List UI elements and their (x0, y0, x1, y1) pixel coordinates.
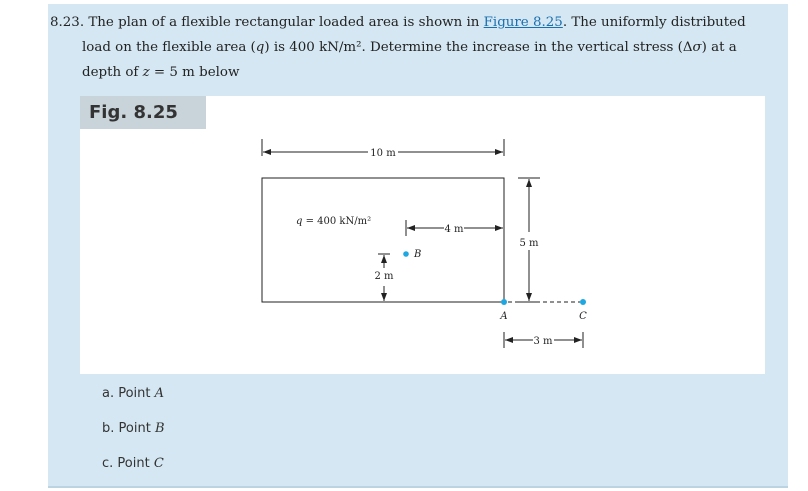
dimension-3m (504, 332, 583, 348)
dimension-5m (518, 178, 540, 302)
point-b-marker (403, 251, 409, 257)
dimension-10m-label: 10 m (370, 148, 396, 159)
dimension-4m-label: 4 m (444, 224, 464, 235)
problem-line-2 (50, 35, 780, 60)
problem-text: ) at a (701, 40, 737, 55)
problem-text: . The uniformly distributed (562, 15, 746, 30)
dimension-4m (406, 220, 503, 236)
z-symbol: z (142, 65, 150, 80)
problem-text: depth of (82, 65, 143, 80)
dimension-10m (262, 139, 504, 159)
option-prefix: a. Point (102, 386, 155, 401)
figure-title: Fig. 8.25 (89, 102, 178, 123)
figure-title-badge (80, 96, 206, 129)
load-label: q = 400 kN/m² (296, 216, 372, 227)
point-a-marker (501, 299, 507, 305)
problem-text: = 5 m below (149, 65, 240, 80)
problem-line-3 (50, 60, 780, 85)
option-point-b[interactable] (102, 421, 165, 436)
problem-text: ) is 400 kN/m². Determine the increase in the vertical stress (Δ (264, 40, 693, 55)
problem-line-1 (50, 10, 780, 35)
dimension-3m-label: 3 m (533, 336, 553, 347)
option-prefix: b. Point (102, 421, 155, 436)
q-symbol: q (255, 40, 265, 55)
point-c-label: C (579, 311, 587, 322)
option-point: B (154, 421, 165, 436)
dimension-2m (374, 254, 394, 301)
figure-diagram (80, 96, 765, 374)
dimension-2m-label: 2 m (374, 271, 394, 282)
point-c-marker (580, 299, 586, 305)
sigma-symbol: σ (692, 40, 702, 55)
loaded-area-rectangle (262, 178, 504, 302)
problem-statement (50, 10, 780, 85)
problem-text: load on the flexible area ( (82, 40, 256, 55)
option-point-c[interactable] (102, 456, 164, 471)
option-point-a[interactable] (102, 386, 164, 401)
problem-card (48, 4, 788, 486)
figure-panel (80, 96, 765, 374)
bottom-divider (48, 486, 788, 488)
option-point: C (153, 456, 164, 471)
figure-link[interactable]: Figure 8.25 (483, 15, 563, 30)
option-prefix: c. Point (102, 456, 154, 471)
problem-number: 8.23. (50, 15, 85, 30)
option-point: A (154, 386, 165, 401)
dimension-5m-label: 5 m (519, 238, 539, 249)
point-b-label: B (414, 249, 422, 260)
point-a-label: A (500, 311, 508, 322)
problem-text: The plan of a flexible rectangular loaded area is shown in (84, 15, 484, 30)
